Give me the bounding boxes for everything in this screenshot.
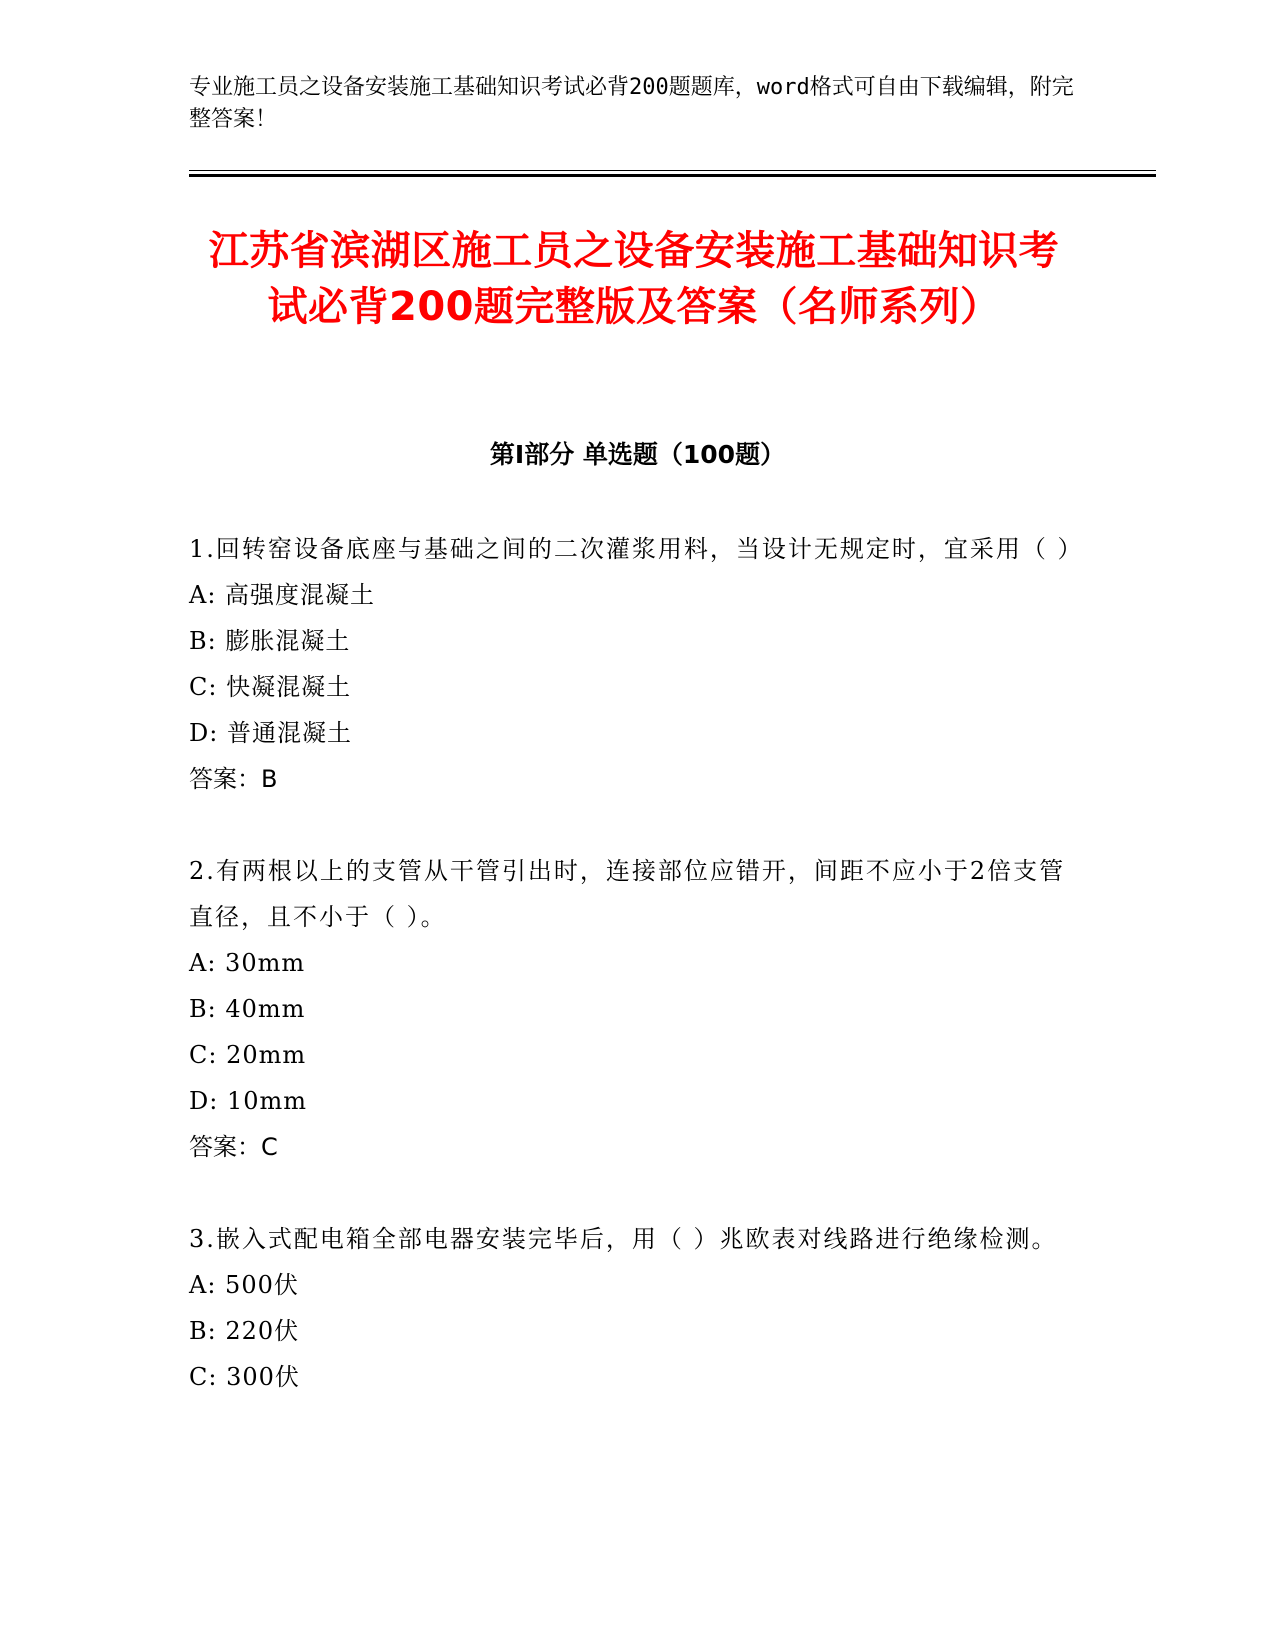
option-d: D: 10mm xyxy=(189,1087,308,1115)
option-c: C: 快凝混凝土 xyxy=(189,673,352,701)
option-a: A: 500伏 xyxy=(189,1271,299,1299)
question-stem: 3.嵌入式配电箱全部电器安装完毕后，用（ ）兆欧表对线路进行绝缘检测。 xyxy=(189,1225,1058,1253)
option-c: C: 300伏 xyxy=(189,1363,300,1391)
option-a: A: 30mm xyxy=(189,949,306,977)
section-heading: 第Ⅰ部分 单选题（100题） xyxy=(489,440,786,469)
header-rule-thin xyxy=(189,170,1156,171)
option-a: A: 高强度混凝土 xyxy=(189,581,376,609)
header-rule-thick xyxy=(189,174,1156,177)
question-1 xyxy=(189,526,1089,802)
question-stem: 2.有两根以上的支管从干管引出时，连接部位应错开，间距不应小于2倍支管直径，且不小于（ ）。 xyxy=(189,857,1066,931)
question-stem: 1.回转窑设备底座与基础之间的二次灌浆用料，当设计无规定时，宜采用（ ） xyxy=(189,535,1084,563)
option-b: B: 膨胀混凝土 xyxy=(189,627,351,655)
question-3 xyxy=(189,1216,1089,1400)
answer: 答案：B xyxy=(189,765,278,793)
question-list xyxy=(189,526,1089,1446)
question-2 xyxy=(189,848,1089,1170)
option-b: B: 220伏 xyxy=(189,1317,300,1345)
answer: 答案：C xyxy=(189,1133,278,1161)
option-d: D: 普通混凝土 xyxy=(189,719,352,747)
document-title: 江苏省滨湖区施工员之设备安装施工基础知识考试必背200题完整版及答案（名师系列） xyxy=(208,228,1060,330)
header-note: 专业施工员之设备安装施工基础知识考试必背200题题库，word格式可自由下载编辑，附完整答案！ xyxy=(189,75,1074,132)
option-b: B: 40mm xyxy=(189,995,306,1023)
option-c: C: 20mm xyxy=(189,1041,307,1069)
